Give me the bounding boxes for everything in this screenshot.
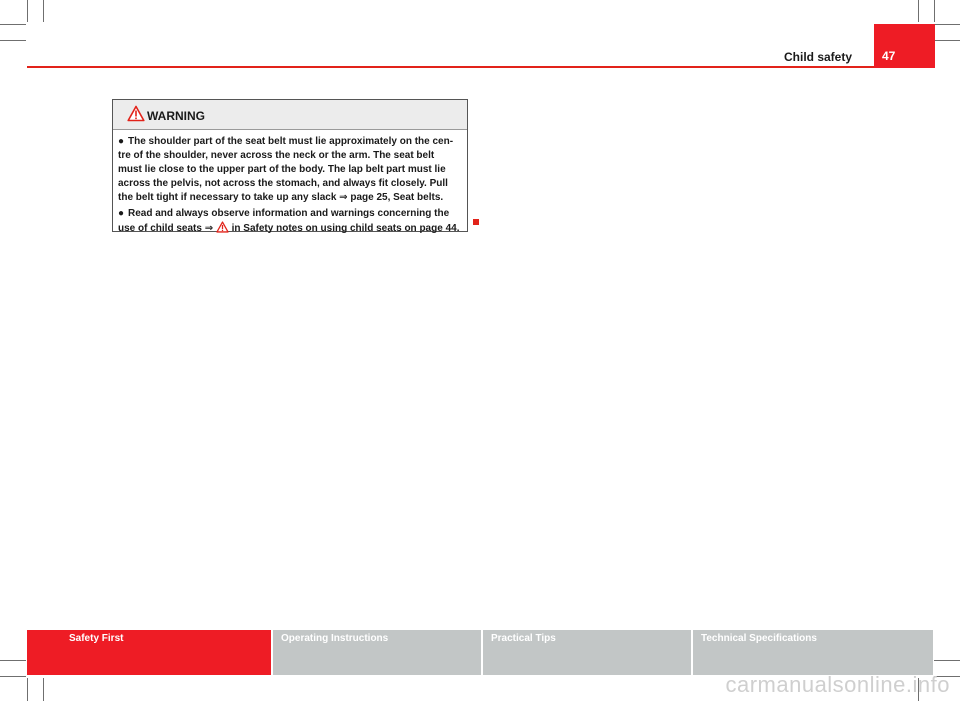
crop-mark (0, 660, 26, 661)
footer-tab-technical-specifications[interactable]: Technical Specifications (693, 630, 933, 675)
footer-tab-operating-instructions[interactable]: Operating Instructions (273, 630, 481, 675)
crop-mark (934, 40, 960, 41)
page-number-tab (874, 24, 935, 68)
crop-mark (27, 0, 28, 22)
header-rule (27, 66, 935, 68)
warning-item (118, 207, 460, 236)
crop-mark (934, 24, 960, 25)
crop-mark (43, 0, 44, 22)
crop-mark (0, 40, 26, 41)
warning-title: WARNING (147, 109, 205, 123)
watermark: carmanualsonline.info (725, 672, 950, 697)
warning-triangle-icon[interactable] (216, 221, 229, 233)
warning-item (118, 135, 460, 205)
footer-tab-practical-tips[interactable]: Practical Tips (483, 630, 691, 675)
warning-box (112, 99, 468, 232)
crop-mark (43, 678, 44, 701)
crop-mark (0, 676, 26, 677)
warning-body (113, 130, 467, 236)
warning-header (113, 100, 467, 130)
section-end-marker (473, 219, 479, 225)
bullet: ● (118, 136, 125, 147)
crop-mark (0, 24, 26, 25)
footer-tab-safety-first[interactable]: Safety First (27, 630, 271, 675)
page-title: Child safety (783, 50, 852, 64)
warning-triangle-icon (127, 105, 145, 122)
crop-mark (918, 0, 919, 22)
warning-item-text: in Safety notes on using child seats on page 44. (231, 223, 460, 234)
warning-item-text: Read and always observe information and warnings concerning the use of child seats ⇒ (118, 208, 450, 234)
warning-item-text: The shoulder part of the seat belt must lie approximately on the cen-tre of the shoulder, never across the neck or the arm. The seat belt must lie close to the upper part of the body. The lap belt part must lie across the pelvis, not across the stomach, and always fit closely. Pull the belt tight if necessary to take up any slack ⇒ page 25, Seat belts. (118, 136, 454, 203)
crop-mark (934, 660, 960, 661)
crop-mark (27, 678, 28, 701)
bullet: ● (118, 208, 125, 219)
crop-mark (934, 0, 935, 22)
footer-nav (27, 630, 935, 675)
page-number: 47 (882, 49, 896, 63)
